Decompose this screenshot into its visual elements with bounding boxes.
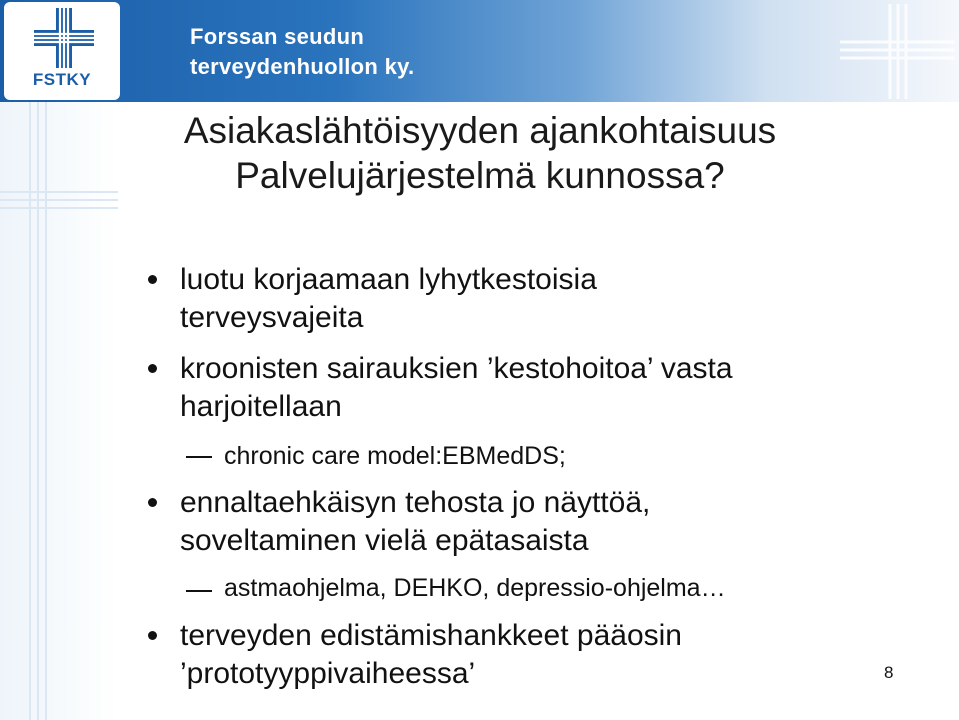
cross-logo-icon <box>34 8 94 68</box>
logo-text: FSTKY <box>32 70 92 89</box>
header-banner <box>0 0 959 102</box>
sub-bullet-dash <box>186 590 212 592</box>
bullet-2-line1: kroonisten sairauksien ’kestohoitoa’ vasta <box>180 352 733 385</box>
bullet-dot <box>148 275 157 284</box>
bullet-3-line2: soveltaminen vielä epätasaista <box>180 524 589 557</box>
bullet-dot <box>148 364 157 373</box>
bullet-1-line1: luotu korjaamaan lyhytkestoisia <box>180 263 597 296</box>
title-line2: Palvelujärjestelmä kunnossa? <box>235 155 725 196</box>
organization-name-line1: Forssan seudun <box>190 24 365 49</box>
bullet-1-line2: terveysvajeita <box>180 301 364 334</box>
bullet-3-line1: ennaltaehkäisyn tehosta jo näyttöä, <box>180 486 651 519</box>
sub-bullet-dash <box>186 456 212 458</box>
logo <box>4 2 120 100</box>
page-number: 8 <box>884 663 894 682</box>
bullet-dot <box>148 631 157 640</box>
bullet-2-line2: harjoitellaan <box>180 390 342 423</box>
bullet-dot <box>148 498 157 507</box>
bullet-3-sub: astmaohjelma, DEHKO, depressio-ohjelma… <box>224 574 726 602</box>
slide-title <box>120 108 840 198</box>
bullet-2-sub: chronic care model:EBMedDS; <box>224 442 566 470</box>
organization-name-line2: terveydenhuollon ky. <box>190 54 415 79</box>
decorative-cross-pattern-icon <box>840 4 955 99</box>
title-line1: Asiakaslähtöisyyden ajankohtaisuus <box>183 110 777 151</box>
bullet-4-line1: terveyden edistämishankkeet pääosin <box>180 619 682 652</box>
decorative-lines-icon <box>0 102 118 720</box>
bullet-4-line2: ’prototyyppivaiheessa’ <box>180 657 476 690</box>
